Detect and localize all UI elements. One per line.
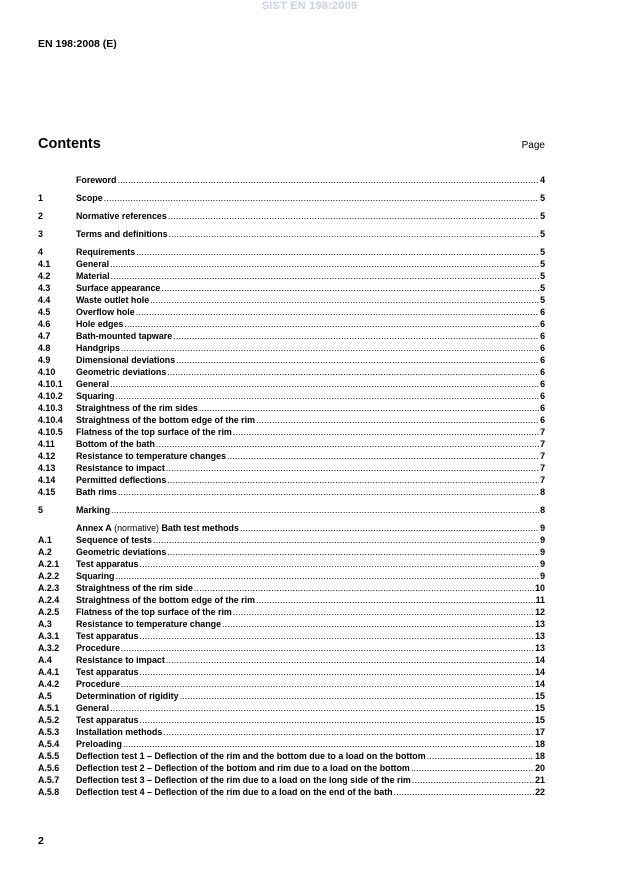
- toc-entry-title: Requirements: [76, 247, 136, 257]
- toc-entry-annex-qualifier: (normative): [111, 523, 162, 533]
- toc-entry-title: Foreword: [76, 175, 117, 185]
- toc-entry[interactable]: [38, 294, 545, 306]
- toc-entry[interactable]: [38, 762, 545, 774]
- toc-entry-number: 4.8: [38, 343, 51, 353]
- toc-entry-number: A.3.2: [38, 643, 60, 653]
- toc-entry-title-tail: Bath test methods: [161, 523, 239, 533]
- toc-entry-page: 21: [535, 775, 545, 785]
- toc-entry-title: Bottom of the bath: [76, 439, 155, 449]
- toc-entry[interactable]: [38, 366, 545, 378]
- toc-entry-title: Scope: [76, 193, 103, 203]
- toc-entry-title: Overflow hole: [76, 307, 135, 317]
- toc-entry-number: A.2.4: [38, 595, 60, 605]
- toc-entry-title: Sequence of tests: [76, 535, 152, 545]
- toc-entry-title: Bath-mounted tapware: [76, 331, 173, 341]
- toc-leader-dots: [180, 690, 535, 702]
- toc-entry-title: Procedure: [76, 643, 120, 653]
- toc-entry-number: A.2.3: [38, 583, 60, 593]
- toc-leader-dots: [233, 606, 534, 618]
- toc-entry-number: 4.10.2: [38, 391, 63, 401]
- toc-leader-dots: [167, 546, 539, 558]
- toc-entry-number: 1: [38, 193, 43, 203]
- toc-entry-page: 6: [540, 355, 545, 365]
- toc-entry[interactable]: [38, 330, 545, 342]
- toc-leader-dots: [110, 378, 539, 390]
- toc-entry-title: Waste outlet hole: [76, 295, 150, 305]
- toc-entry[interactable]: [38, 174, 545, 186]
- toc-entry[interactable]: [38, 486, 545, 498]
- toc-entry-title: Installation methods: [76, 727, 163, 737]
- toc-entry[interactable]: [38, 534, 545, 546]
- toc-entry-number: 4.15: [38, 487, 56, 497]
- toc-entry-page: 14: [535, 679, 545, 689]
- toc-entry-number: A.2.5: [38, 607, 60, 617]
- toc-leader-dots: [167, 474, 539, 486]
- toc-entry-page: 8: [540, 487, 545, 497]
- document-id: EN 198:2008 (E): [38, 38, 117, 50]
- toc-entry-page: 6: [540, 379, 545, 389]
- toc-leader-dots: [169, 228, 540, 240]
- toc-entry-number: 5: [38, 505, 43, 515]
- toc-entry-number: 4.3: [38, 283, 51, 293]
- toc-entry[interactable]: [38, 318, 545, 330]
- toc-entry[interactable]: [38, 474, 545, 486]
- toc-entry-page: 5: [540, 229, 545, 239]
- watermark: SIST EN 198:2009: [261, 0, 358, 12]
- toc-leader-dots: [233, 426, 539, 438]
- toc-leader-dots: [411, 762, 534, 774]
- toc-entry-title: Straightness of the bottom edge of the rim: [76, 415, 255, 425]
- toc-entry-page: 13: [535, 643, 545, 653]
- toc-entry-title: Test apparatus: [76, 667, 139, 677]
- toc-leader-dots: [110, 702, 534, 714]
- toc-entry-number: 4.10.4: [38, 415, 63, 425]
- toc-entry-title: [76, 522, 239, 534]
- toc-entry-title: Dimensional deviations: [76, 355, 176, 365]
- toc-entry[interactable]: [38, 630, 545, 642]
- toc-entry-page: 7: [540, 439, 545, 449]
- toc-leader-dots: [104, 192, 539, 204]
- toc-entry-number: A.5.1: [38, 703, 60, 713]
- toc-entry-page: 5: [540, 271, 545, 281]
- toc-entry[interactable]: [38, 690, 545, 702]
- toc-leader-dots: [139, 714, 534, 726]
- toc-leader-dots: [115, 570, 539, 582]
- toc-entry-page: 10: [535, 583, 545, 593]
- toc-entry[interactable]: [38, 702, 545, 714]
- toc-entry-title: Deflection test 1 – Deflection of the rim and the bottom due to a load on the bottom: [76, 751, 426, 761]
- toc-leader-dots: [161, 282, 539, 294]
- toc-leader-dots: [123, 738, 534, 750]
- toc-entry-number: A.5: [38, 691, 52, 701]
- toc-entry-number: A.5.3: [38, 727, 60, 737]
- toc-entry-title: Flatness of the top surface of the rim: [76, 607, 232, 617]
- toc-entry-page: 18: [535, 751, 545, 761]
- toc-leader-dots: [156, 438, 539, 450]
- toc-entry-page: 7: [540, 427, 545, 437]
- toc-entry-title: Material: [76, 271, 110, 281]
- toc-entry-number: A.1: [38, 535, 52, 545]
- toc-entry[interactable]: [38, 414, 545, 426]
- toc-entry-title: Geometric deviations: [76, 367, 167, 377]
- toc-entry-page: 7: [540, 475, 545, 485]
- toc-entry-title-part: Annex A: [76, 523, 112, 533]
- toc-entry-title: Permitted deflections: [76, 475, 167, 485]
- toc-entry-title: Bath rims: [76, 487, 117, 497]
- toc-entry-page: 20: [535, 763, 545, 773]
- toc-entry-number: A.4.2: [38, 679, 60, 689]
- toc-entry[interactable]: [38, 210, 545, 222]
- toc-leader-dots: [121, 678, 534, 690]
- toc-leader-dots: [117, 174, 539, 186]
- page-column-label: Page: [521, 140, 545, 151]
- toc-entry-page: 9: [540, 571, 545, 581]
- toc-entry-page: 13: [535, 619, 545, 629]
- toc-entry[interactable]: [38, 462, 545, 474]
- toc-entry-page: 5: [540, 247, 545, 257]
- toc-entry-number: A.5.7: [38, 775, 60, 785]
- toc-entry-page: 5: [540, 211, 545, 221]
- toc-entry-page: 15: [535, 703, 545, 713]
- toc-entry-page: 7: [540, 463, 545, 473]
- toc-entry-title: Test apparatus: [76, 715, 139, 725]
- toc-entry-page: 9: [540, 535, 545, 545]
- toc-entry-number: A.5.6: [38, 763, 60, 773]
- toc-entry[interactable]: [38, 558, 545, 570]
- toc-entry-title: Resistance to temperature changes: [76, 451, 226, 461]
- toc-entry[interactable]: [38, 642, 545, 654]
- toc-entry[interactable]: [38, 570, 545, 582]
- toc-entry-title: Resistance to impact: [76, 655, 165, 665]
- toc-entry-number: 4.10.3: [38, 403, 63, 413]
- toc-entry[interactable]: [38, 306, 545, 318]
- toc-entry-number: 4.12: [38, 451, 56, 461]
- toc-leader-dots: [394, 786, 535, 798]
- toc-entry-title: Straightness of the rim side: [76, 583, 193, 593]
- toc-leader-dots: [153, 534, 539, 546]
- toc-leader-dots: [168, 210, 539, 222]
- toc-entry-page: 6: [540, 331, 545, 341]
- toc-entry-number: A.2.1: [38, 559, 60, 569]
- toc-entry[interactable]: [38, 246, 545, 258]
- toc-entry[interactable]: [38, 546, 545, 558]
- toc-leader-dots: [139, 666, 534, 678]
- toc-leader-dots: [199, 402, 539, 414]
- toc-entry[interactable]: [38, 270, 545, 282]
- toc-leader-dots: [124, 318, 539, 330]
- toc-leader-dots: [222, 618, 534, 630]
- toc-entry[interactable]: [38, 354, 545, 366]
- toc-leader-dots: [240, 522, 539, 534]
- toc-entry-number: 4.10.5: [38, 427, 63, 437]
- toc-entry-page: 6: [540, 403, 545, 413]
- toc-entry-number: 4.10.1: [38, 379, 63, 389]
- toc-entry-number: A.5.2: [38, 715, 60, 725]
- toc-entry-title: Surface appearance: [76, 283, 161, 293]
- toc-entry[interactable]: [38, 342, 545, 354]
- toc-entry-page: 11: [535, 595, 545, 605]
- toc-entry[interactable]: [38, 606, 545, 618]
- toc-entry-title: Squaring: [76, 571, 115, 581]
- toc-entry-title: Resistance to impact: [76, 463, 165, 473]
- toc-entry-number: 4.9: [38, 355, 51, 365]
- toc-leader-dots: [111, 270, 540, 282]
- toc-entry-page: 6: [540, 391, 545, 401]
- toc-entry-number: 4.14: [38, 475, 56, 485]
- toc-leader-dots: [118, 486, 539, 498]
- toc-entry[interactable]: [38, 582, 545, 594]
- toc-entry[interactable]: [38, 666, 545, 678]
- toc-entry[interactable]: [38, 522, 545, 534]
- toc-entry-page: 15: [535, 715, 545, 725]
- toc-entry[interactable]: [38, 378, 545, 390]
- toc-entry-page: 7: [540, 451, 545, 461]
- toc-leader-dots: [139, 558, 539, 570]
- toc-leader-dots: [136, 246, 539, 258]
- toc-entry-number: 4.6: [38, 319, 51, 329]
- toc-entry-title: Resistance to temperature change: [76, 619, 222, 629]
- toc-entry-number: 3: [38, 229, 43, 239]
- toc-entry-page: 6: [540, 307, 545, 317]
- toc-entry-page: 5: [540, 193, 545, 203]
- toc-entry[interactable]: [38, 228, 545, 240]
- toc-entry-title: General: [76, 703, 110, 713]
- toc-entry-title: Determination of rigidity: [76, 691, 179, 701]
- toc-entry-number: 2: [38, 211, 43, 221]
- toc-entry[interactable]: [38, 654, 545, 666]
- toc-leader-dots: [176, 354, 539, 366]
- toc-entry-page: 9: [540, 547, 545, 557]
- toc-entry[interactable]: [38, 618, 545, 630]
- toc-entry[interactable]: [38, 450, 545, 462]
- toc-entry-page: 6: [540, 415, 545, 425]
- toc-leader-dots: [111, 504, 539, 516]
- toc-entry-number: 4.13: [38, 463, 56, 473]
- toc-entry-number: A.4: [38, 655, 52, 665]
- toc-entry[interactable]: [38, 738, 545, 750]
- toc-leader-dots: [139, 630, 534, 642]
- toc-leader-dots: [256, 594, 535, 606]
- toc-entry-page: 5: [540, 295, 545, 305]
- toc-leader-dots: [227, 450, 539, 462]
- toc-entry[interactable]: [38, 258, 545, 270]
- toc-entry-title: General: [76, 379, 110, 389]
- toc-entry-number: 4.7: [38, 331, 51, 341]
- toc-leader-dots: [121, 342, 539, 354]
- toc-entry-page: 12: [535, 607, 545, 617]
- toc-entry-page: 9: [540, 523, 545, 533]
- toc-entry[interactable]: [38, 282, 545, 294]
- toc-entry-number: A.5.5: [38, 751, 60, 761]
- toc-entry[interactable]: [38, 390, 545, 402]
- toc-entry-title: Preloading: [76, 739, 122, 749]
- toc-entry-title: Straightness of the bottom edge of the rim: [76, 595, 255, 605]
- toc-entry[interactable]: [38, 402, 545, 414]
- toc-entry[interactable]: [38, 504, 545, 516]
- toc-leader-dots: [110, 258, 539, 270]
- page-number: 2: [38, 835, 44, 847]
- toc-entry[interactable]: [38, 714, 545, 726]
- toc-entry-number: 4: [38, 247, 43, 257]
- toc-leader-dots: [150, 294, 539, 306]
- toc-entry-page: 15: [535, 691, 545, 701]
- toc-entry-number: 4.4: [38, 295, 51, 305]
- toc-entry[interactable]: [38, 726, 545, 738]
- toc-entry-title: Terms and definitions: [76, 229, 168, 239]
- toc-entry-page: 22: [535, 787, 545, 797]
- toc-entry-number: A.4.1: [38, 667, 60, 677]
- toc-entry-page: 5: [540, 259, 545, 269]
- toc-entry[interactable]: [38, 594, 545, 606]
- toc-entry-number: 4.1: [38, 259, 51, 269]
- toc-entry-title: General: [76, 259, 110, 269]
- toc-entry-number: A.3.1: [38, 631, 60, 641]
- toc-entry-title: Normative references: [76, 211, 167, 221]
- toc-entry-title: Geometric deviations: [76, 547, 167, 557]
- toc-leader-dots: [166, 654, 534, 666]
- toc-entry-page: 17: [535, 727, 545, 737]
- contents-title: Contents: [38, 136, 101, 152]
- toc-entry-title: Straightness of the rim sides: [76, 403, 198, 413]
- toc-leader-dots: [115, 390, 539, 402]
- toc-entry[interactable]: [38, 750, 545, 762]
- toc-leader-dots: [136, 306, 539, 318]
- toc-entry-title: Squaring: [76, 391, 115, 401]
- toc-entry-page: 9: [540, 559, 545, 569]
- toc-entry-page: 13: [535, 631, 545, 641]
- toc-entry-number: 4.10: [38, 367, 56, 377]
- table-of-contents: [38, 174, 545, 798]
- toc-leader-dots: [163, 726, 534, 738]
- toc-entry-number: 4.11: [38, 439, 55, 449]
- toc-entry-page: 14: [535, 667, 545, 677]
- toc-entry-number: A.2.2: [38, 571, 60, 581]
- toc-entry[interactable]: [38, 678, 545, 690]
- toc-entry-title: Handgrips: [76, 343, 120, 353]
- toc-leader-dots: [121, 642, 534, 654]
- toc-entry[interactable]: [38, 438, 545, 450]
- toc-leader-dots: [194, 582, 534, 594]
- toc-entry-title: Deflection test 3 – Deflection of the rim due to a load on the long side of the rim: [76, 775, 411, 785]
- toc-entry-page: 4: [540, 175, 545, 185]
- toc-leader-dots: [166, 462, 539, 474]
- toc-entry-title: Test apparatus: [76, 559, 139, 569]
- toc-entry[interactable]: [38, 192, 545, 204]
- toc-entry-page: 14: [535, 655, 545, 665]
- toc-entry-title: Deflection test 2 – Deflection of the bottom and rim due to a load on the bottom: [76, 763, 410, 773]
- toc-entry-title: Flatness of the top surface of the rim: [76, 427, 232, 437]
- toc-entry-title: Test apparatus: [76, 631, 139, 641]
- toc-entry-page: 5: [540, 283, 545, 293]
- toc-entry-number: A.5.4: [38, 739, 60, 749]
- toc-entry[interactable]: [38, 786, 545, 798]
- toc-leader-dots: [173, 330, 539, 342]
- toc-entry-page: 6: [540, 343, 545, 353]
- toc-entry-title: Hole edges: [76, 319, 124, 329]
- toc-entry-page: 6: [540, 367, 545, 377]
- toc-entry[interactable]: [38, 774, 545, 786]
- toc-entry-number: A.5.8: [38, 787, 60, 797]
- toc-entry-title: Marking: [76, 505, 111, 515]
- toc-leader-dots: [427, 750, 535, 762]
- toc-entry-number: A.2: [38, 547, 52, 557]
- toc-leader-dots: [167, 366, 539, 378]
- toc-leader-dots: [256, 414, 539, 426]
- toc-entry-page: 8: [540, 505, 545, 515]
- toc-entry-page: 6: [540, 319, 545, 329]
- toc-entry-number: 4.5: [38, 307, 51, 317]
- toc-entry-number: 4.2: [38, 271, 51, 281]
- toc-entry-title: Procedure: [76, 679, 120, 689]
- toc-entry[interactable]: [38, 426, 545, 438]
- toc-entry-number: A.3: [38, 619, 52, 629]
- toc-leader-dots: [412, 774, 534, 786]
- toc-entry-page: 18: [535, 739, 545, 749]
- toc-entry-title: Deflection test 4 – Deflection of the rim due to a load on the end of the bath: [76, 787, 393, 797]
